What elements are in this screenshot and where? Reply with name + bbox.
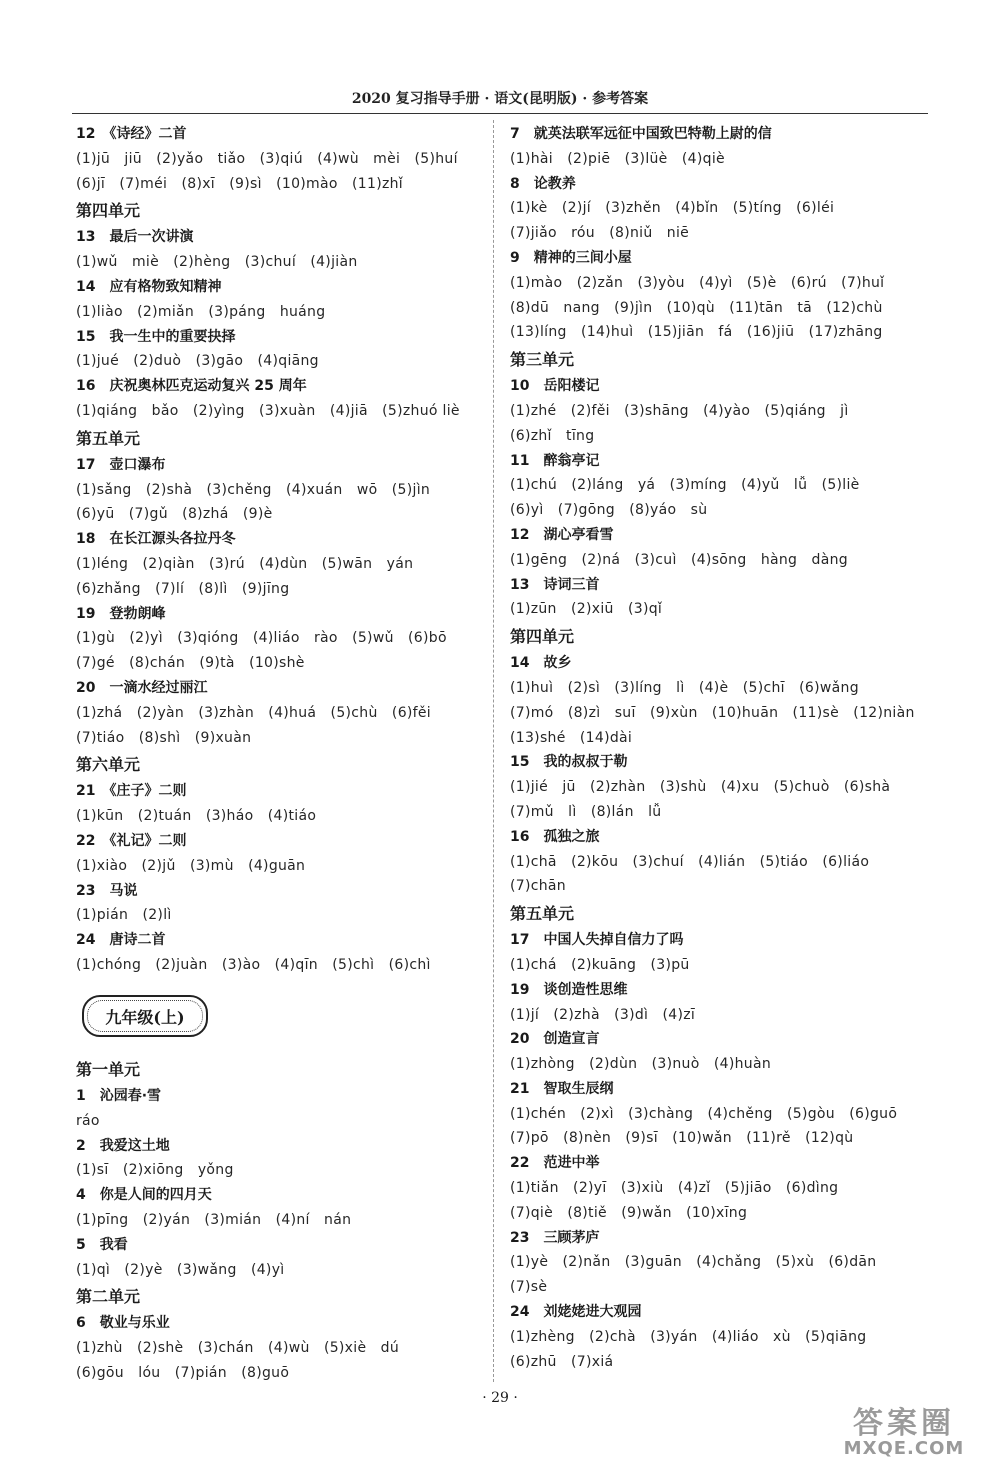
unit-heading: 第五单元 [76, 428, 141, 448]
answer-line: (1)gù (2)yì (3)qióng (4)liáo rào (5)wǔ (6)bō [76, 630, 447, 647]
answer-line: ráo [76, 1112, 100, 1129]
answer-line: (7)qiè (8)tiě (9)wǎn (10)xīng [510, 1204, 748, 1221]
answer-line: (1)xiào (2)jǔ (3)mù (4)guān [76, 857, 306, 874]
answer-line: (1)zhá (2)yàn (3)zhàn (4)huá (5)chù (6)fěi [76, 704, 431, 721]
answer-line: (6)jī (7)méi (8)xī (9)sì (10)mào (11)zhǐ [76, 175, 403, 192]
lesson-title: 1 沁园春·雪 [76, 1088, 162, 1104]
answer-line: (7)sè [510, 1279, 548, 1296]
answer-line: (7)jiǎo róu (8)niǔ niē [510, 225, 690, 242]
right-column [510, 122, 930, 1374]
answer-line: (1)jí (2)zhà (3)dì (4)zī [510, 1006, 696, 1023]
answer-line: (1)liào (2)miǎn (3)páng huáng [76, 303, 326, 320]
answer-line: (1)zhù (2)shè (3)chán (4)wù (5)xiè dú [76, 1340, 400, 1357]
answer-line: (1)wǔ miè (2)hèng (3)chuí (4)jiàn [76, 254, 358, 271]
lesson-title: 13 最后一次讲演 [76, 229, 194, 246]
page-header: 2020 复习指导手册 · 语文(昆明版) · 参考答案 [351, 91, 649, 107]
answer-line: (1)chóng (2)juàn (3)ào (4)qīn (5)chì (6)chì [76, 956, 431, 973]
answer-line: (1)huì (2)sì (3)líng lì (4)è (5)chī (6)wǎng [510, 679, 859, 696]
lesson-title: 13 诗词三首 [510, 576, 600, 593]
answer-line: (1)yè (2)nǎn (3)guān (4)chǎng (5)xù (6)dān [510, 1254, 877, 1271]
answer-line: (1)zhé (2)fěi (3)shāng (4)yào (5)qiáng jì [510, 402, 849, 419]
lesson-title: 20 创造宣言 [510, 1031, 600, 1048]
answer-line: (1)chén (2)xì (3)chàng (4)chěng (5)gòu (6)guō [510, 1105, 898, 1122]
answer-line: (6)zhǐ tīng [510, 427, 595, 444]
answer-line: (1)zhòng (2)dùn (3)nuò (4)huàn [510, 1056, 772, 1073]
answer-line: (1)jié jū (2)zhàn (3)shù (4)xu (5)chuò (6)shà [510, 779, 891, 796]
lesson-title: 21 《庄子》二则 [76, 783, 187, 800]
unit-heading: 第六单元 [76, 755, 141, 775]
left-column [76, 122, 486, 978]
answer-line: (1)chā (2)kōu (3)chuí (4)lián (5)tiáo (6)liáo [510, 853, 870, 870]
lesson-title: 19 登勃朗峰 [76, 605, 166, 622]
lesson-title: 17 中国人失掉自信力了吗 [510, 932, 684, 949]
answer-line: (8)dū nang (9)jìn (10)qù (11)tān tā (12)chù [510, 299, 883, 316]
answer-line: (7)gé (8)chán (9)tà (10)shè [76, 655, 305, 672]
column-divider [493, 120, 494, 1382]
lesson-title: 23 马说 [76, 882, 138, 899]
answer-line: (13)shé (14)dài [510, 729, 633, 746]
left-column-lower [76, 1055, 486, 1386]
lesson-title: 23 三顾茅庐 [510, 1229, 600, 1246]
lesson-title: 9 精神的三间小屋 [510, 249, 632, 266]
answer-line: (6)zhū (7)xiá [510, 1353, 614, 1370]
lesson-title: 16 庆祝奥林匹克运动复兴 25 周年 [76, 378, 307, 395]
lesson-title: 24 唐诗二首 [76, 932, 166, 949]
answer-line: (7)chān [510, 878, 566, 895]
grade-label-badge [82, 995, 208, 1037]
lesson-title: 4 你是人间的四月天 [76, 1187, 212, 1204]
answer-line: (7)mǔ lì (8)lán lǚ [510, 803, 662, 820]
lesson-title: 2 我爱这土地 [76, 1137, 170, 1154]
answer-line: (1)chú (2)láng yá (3)míng (4)yǔ lǚ (5)liè [510, 477, 860, 494]
answer-line: (1)tiǎn (2)yī (3)xiù (4)zǐ (5)jiāo (6)dìng [510, 1180, 839, 1197]
header-rule [72, 113, 928, 114]
unit-heading: 第二单元 [76, 1287, 141, 1307]
lesson-title: 24 刘姥姥进大观园 [510, 1304, 642, 1321]
lesson-title: 22 范进中举 [510, 1155, 600, 1172]
lesson-title: 7 就英法联军远征中国致巴特勒上尉的信 [510, 126, 772, 142]
lesson-title: 12 《诗经》二首 [76, 126, 187, 142]
watermark-logo [824, 1398, 984, 1464]
answer-line: (1)kè (2)jí (3)zhěn (4)bǐn (5)tíng (6)léi [510, 200, 835, 217]
answer-line: (1)chá (2)kuāng (3)pū [510, 956, 690, 973]
page-number: · 29 · [482, 1390, 518, 1406]
lesson-title: 21 智取生辰纲 [510, 1080, 614, 1097]
unit-heading: 第四单元 [510, 627, 575, 647]
unit-heading: 第三单元 [510, 350, 575, 370]
answer-line: (1)pián (2)lì [76, 907, 172, 924]
lesson-title: 20 一滴水经过丽江 [76, 679, 208, 696]
answer-line: (7)mó (8)zì suī (9)xùn (10)huān (11)sè (12)niàn [510, 704, 915, 721]
answer-line: (1)qì (2)yè (3)wǎng (4)yì [76, 1261, 285, 1278]
lesson-title: 11 醉翁亭记 [510, 452, 600, 469]
lesson-title: 16 孤独之旅 [510, 828, 600, 845]
unit-heading: 第五单元 [510, 904, 575, 924]
lesson-title: 12 湖心亭看雪 [510, 526, 614, 543]
answer-line: (1)zūn (2)xiū (3)qǐ [510, 601, 663, 618]
lesson-title: 10 岳阳楼记 [510, 378, 600, 395]
lesson-title: 15 我一生中的重要抉择 [76, 328, 236, 345]
lesson-title: 14 应有格物致知精神 [76, 278, 222, 295]
answer-line: (7)tiáo (8)shì (9)xuàn [76, 729, 252, 746]
watermark-sub: MXQE.COM [843, 1438, 965, 1459]
answer-line: (6)yì (7)gōng (8)yáo sù [510, 502, 708, 519]
answer-line: (1)pīng (2)yán (3)mián (4)ní nán [76, 1211, 352, 1228]
answer-line: (7)pō (8)nèn (9)sī (10)wǎn (11)rě (12)qù [510, 1130, 854, 1147]
unit-heading: 第一单元 [76, 1060, 141, 1079]
answer-line: (1)qiáng bǎo (2)yìng (3)xuàn (4)jiā (5)zhuó liè [76, 402, 460, 419]
answer-line: (1)mào (2)zǎn (3)yòu (4)yì (5)è (6)rú (7)huǐ [510, 274, 885, 291]
answer-line: (6)yū (7)gǔ (8)zhá (9)è [76, 506, 273, 523]
answer-line: (6)gōu lóu (7)pián (8)guō [76, 1364, 290, 1381]
lesson-title: 18 在长江源头各拉丹冬 [76, 531, 236, 548]
answer-line: (1)jué (2)duò (3)gāo (4)qiāng [76, 353, 319, 370]
answer-line: (1)hài (2)piē (3)lüè (4)qiè [510, 150, 725, 167]
answer-line: (1)léng (2)qiàn (3)rú (4)dùn (5)wān yán [76, 555, 414, 572]
lesson-title: 14 故乡 [510, 655, 572, 672]
answer-line: (1)sǎng (2)shà (3)chěng (4)xuán wō (5)jìn [76, 481, 431, 498]
watermark-main: 答案圈 [853, 1406, 955, 1441]
lesson-title: 5 我看 [76, 1236, 128, 1253]
answer-line: (1)gēng (2)ná (3)cuì (4)sōng hàng dàng [510, 551, 848, 568]
answer-line: (1)zhèng (2)chà (3)yán (4)liáo xù (5)qiāng [510, 1328, 867, 1345]
lesson-title: 8 论教养 [510, 175, 576, 192]
lesson-title: 22 《礼记》二则 [76, 832, 187, 849]
lesson-title: 19 谈创造性思维 [510, 981, 628, 998]
grade-label: 九年级(上) [105, 1007, 185, 1027]
answer-line: (6)zhǎng (7)lí (8)lì (9)jīng [76, 580, 290, 597]
answer-line: (1)sī (2)xiōng yǒng [76, 1162, 234, 1179]
answer-line: (13)líng (14)huì (15)jiān fá (16)jiū (17)zhāng [510, 324, 883, 341]
answer-line: (1)kūn (2)tuán (3)háo (4)tiáo [76, 808, 317, 825]
lesson-title: 15 我的叔叔于勒 [510, 754, 628, 771]
lesson-title: 6 敬业与乐业 [76, 1315, 170, 1332]
unit-heading: 第四单元 [76, 201, 141, 221]
lesson-title: 17 壶口瀑布 [76, 456, 166, 473]
answer-line: (1)jū jiū (2)yǎo tiǎo (3)qiú (4)wù mèi (5)huí [76, 150, 458, 167]
